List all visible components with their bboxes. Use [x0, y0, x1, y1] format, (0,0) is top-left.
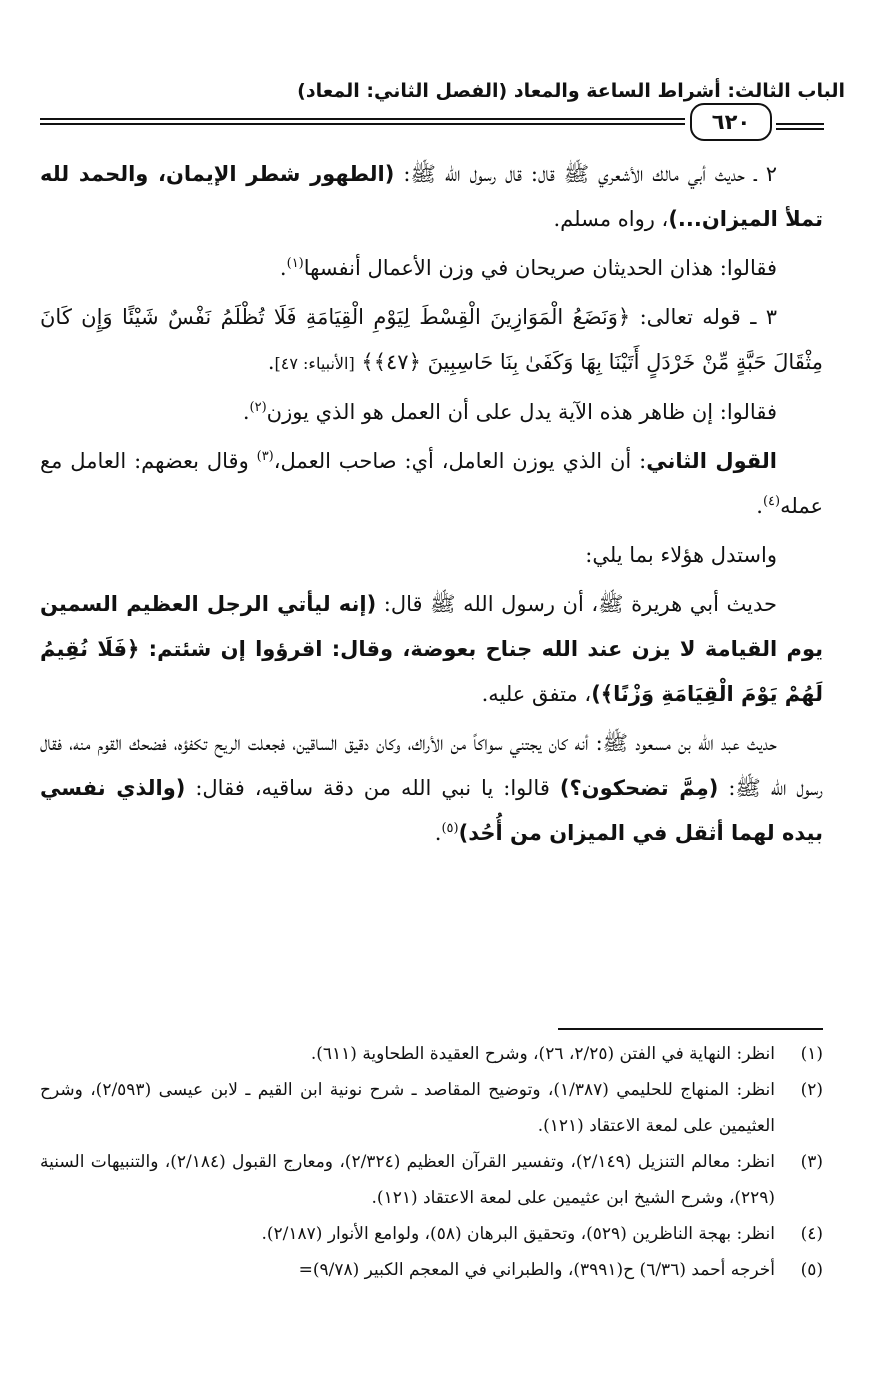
- footnote-number: (٣): [800, 1152, 823, 1172]
- main-text: [40, 152, 823, 860]
- paragraph-tail: ، رواه مسلم.: [553, 207, 669, 231]
- paragraph-hadith-abu-malik: [40, 152, 823, 242]
- header-double-rule: [40, 118, 685, 125]
- footnote-marker: (١): [286, 256, 304, 271]
- paragraph-tail: .: [267, 350, 275, 374]
- paragraph-text: : أن الذي يوزن العامل، أي: صاحب العمل،: [273, 449, 647, 473]
- footnote: [40, 1072, 823, 1144]
- paragraph-hadith-ibn-masud: [40, 721, 823, 856]
- hadith-quote: (الطهور شطر الإيمان، والحمد لله تملأ الميزان...): [40, 162, 823, 231]
- header-rule-tail: [776, 123, 824, 130]
- footnote-number: (١): [800, 1044, 823, 1064]
- footnote-text: أخرجه أحمد (٦/٣٦) ح(٣٩٩١)، والطبراني في المعجم الكبير (٩/٧٨)=: [298, 1260, 775, 1280]
- footnote-text: انظر: المنهاج للحليمي (١/٣٨٧)، وتوضيح المقاصد ـ شرح نونية ابن القيم ـ لابن عيسى (٢/٥٩٣)، وشرح العثيمين على لمعة الاعتقاد (١٢١).: [40, 1080, 775, 1136]
- paragraph-text: وقال بعضهم: العامل مع عمله: [40, 449, 823, 518]
- footnote: [40, 1144, 823, 1216]
- footnote: [40, 1252, 823, 1288]
- paragraph-tail: .: [279, 256, 287, 280]
- footnote: [40, 1036, 823, 1072]
- footnote-separator: [558, 1028, 823, 1030]
- paragraph-conclusion-2: [40, 390, 823, 435]
- footnote-text: انظر: النهاية في الفتن (٢/٢٥، ٢٦)، وشرح العقيدة الطحاوية (٦١١).: [310, 1044, 775, 1064]
- footnote-text: انظر: معالم التنزيل (٢/١٤٩)، وتفسير القرآن العظيم (٢/٣٢٤)، ومعارج القبول (٢/١٨٤)، والتنبيهات السنية (٢٢٩)، وشرح الشيخ ابن عثيمين على لمعة الاعتقاد (١٢١).: [40, 1152, 776, 1208]
- paragraph-hadith-abu-hurayra: [40, 582, 823, 717]
- paragraph-quran-verse: [40, 295, 823, 386]
- footnote: [40, 1216, 823, 1252]
- footnote-marker: (٣): [256, 449, 274, 464]
- footnote-marker: (٥): [441, 821, 459, 836]
- paragraph-conclusion-1: [40, 246, 823, 291]
- paragraph-tail: .: [434, 821, 442, 845]
- footnote-number: (٥): [800, 1260, 823, 1280]
- paragraph-text: حديث أبي هريرة ﷺ، أن رسول الله ﷺ قال:: [376, 592, 777, 616]
- hadith-quote: (مِمَّ تضحكون؟): [559, 776, 719, 800]
- verse-reference: [الأنبياء: ٤٧]: [274, 354, 355, 373]
- paragraph-text: فقالوا: إن ظاهر هذه الآية يدل على أن العمل هو الذي يوزن: [266, 400, 777, 424]
- footnote-marker: (٢): [249, 400, 267, 415]
- footnote-text: انظر: بهجة الناظرين (٥٢٩)، وتحقيق البرهان (٥٨)، ولوامع الأنوار (٢/١٨٧).: [261, 1224, 775, 1244]
- paragraph-tail: .: [756, 494, 763, 518]
- hadith-quote: (إنه ليأتي الرجل العظيم السمين يوم القيامة لا يزن عند الله جناح بعوضة، وقال: اقرؤوا إن شئتم: ﴿فَلَا نُقِيمُ لَهُمْ يَوْمَ الْقِيَامَةِ وَزْنًا﴾): [40, 592, 823, 706]
- paragraph-tail: .: [242, 400, 250, 424]
- running-title: الباب الثالث: أشراط الساعة والمعاد (الفصل الثاني: المعاد): [297, 80, 845, 102]
- section-lead: القول الثاني: [646, 449, 777, 473]
- footnotes: [40, 1036, 823, 1288]
- paragraph-evidence-intro: [40, 533, 823, 578]
- paragraph-text: فقالوا: هذان الحديثان صريحان في وزن الأعمال أنفسها: [303, 256, 777, 280]
- page-number: ٦٢٠: [690, 103, 772, 141]
- paragraph-text: قالوا: يا نبي الله من دقة ساقيه، فقال:: [185, 776, 560, 800]
- paragraph-second-opinion: [40, 439, 823, 529]
- hadith-quote: (والذي نفسي بيده لهما أثقل في الميزان من أُحُد): [40, 776, 823, 845]
- verse-text: ٣ ـ قوله تعالى: ﴿وَنَضَعُ الْمَوَازِينَ الْقِسْطَ لِيَوْمِ الْقِيَامَةِ فَلَا تُظْلَمُ نَفْسٌ شَيْئًا وَإِن كَانَ مِثْقَالَ حَبَّةٍ مِّنْ خَرْدَلٍ أَتَيْنَا بِهَا وَكَفَىٰ بِنَا حَاسِبِينَ ﴿٤٧﴾﴾: [40, 305, 823, 374]
- footnote-marker: (٤): [762, 494, 781, 509]
- paragraph-text: واستدل هؤلاء بما يلي:: [585, 543, 777, 567]
- paragraph-text: ٢ ـ حديث أبي مالك الأشعري ﷺ قال: قال رسول الله ﷺ:: [394, 162, 777, 186]
- paragraph-tail: ، متفق عليه.: [481, 682, 592, 706]
- paragraph-text: حديث عبد الله بن مسعود ﷺ: أنه كان يجتني سواكاً من الأراك، وكان دقيق الساقين، فجعلت الريح تكفؤه، فضحك القوم منه، فقال رسول الله ﷺ:: [40, 731, 823, 800]
- footnote-number: (٢): [800, 1080, 823, 1100]
- footnote-number: (٤): [800, 1224, 823, 1244]
